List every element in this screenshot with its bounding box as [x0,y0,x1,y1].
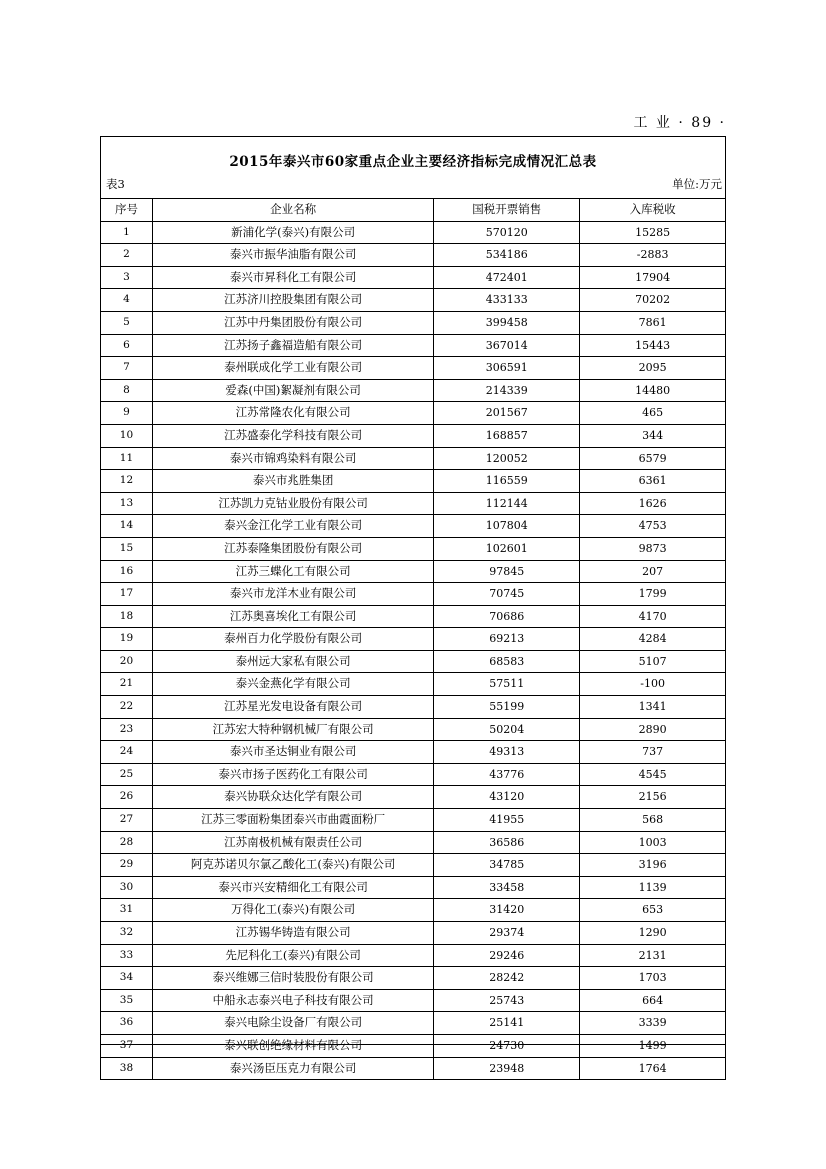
cell-tax: 4545 [580,763,726,786]
cell-sales: 43120 [434,786,580,809]
cell-index: 29 [101,854,153,877]
cell-tax: 1003 [580,831,726,854]
table-row [101,1034,726,1057]
table-row [101,718,726,741]
cell-sales: 25141 [434,1012,580,1035]
cell-tax: 2156 [580,786,726,809]
cell-tax: 568 [580,809,726,832]
table-row [101,334,726,357]
cell-sales: 399458 [434,311,580,334]
table-row [101,515,726,538]
table-body [101,221,726,1080]
cell-tax: 14480 [580,379,726,402]
cell-tax: 6579 [580,447,726,470]
cell-index: 22 [101,696,153,719]
cell-company: 江苏星光发电设备有限公司 [152,696,433,719]
table-number: 表3 [106,177,125,191]
cell-sales: 102601 [434,537,580,560]
cell-company: 泰兴市锦鸡染料有限公司 [152,447,433,470]
table-row [101,289,726,312]
cell-index: 9 [101,402,153,425]
cell-tax: 1764 [580,1057,726,1080]
cell-sales: 33458 [434,876,580,899]
cell-sales: 29374 [434,922,580,945]
cell-tax: 15285 [580,221,726,244]
cell-company: 泰州远大家私有限公司 [152,650,433,673]
cell-company: 泰兴市圣达铜业有限公司 [152,741,433,764]
unit-note: 单位:万元 [672,177,722,191]
cell-index: 26 [101,786,153,809]
cell-index: 15 [101,537,153,560]
cell-company: 江苏三零面粉集团泰兴市曲霞面粉厂 [152,809,433,832]
table-row [101,379,726,402]
table-row [101,447,726,470]
table-row [101,650,726,673]
cell-sales: 120052 [434,447,580,470]
table-row [101,560,726,583]
cell-sales: 70686 [434,605,580,628]
cell-tax: 737 [580,741,726,764]
cell-tax: 3339 [580,1012,726,1035]
cell-sales: 28242 [434,967,580,990]
cell-company: 江苏济川控股集团有限公司 [152,289,433,312]
cell-index: 11 [101,447,153,470]
cell-index: 8 [101,379,153,402]
cell-index: 25 [101,763,153,786]
cell-sales: 168857 [434,424,580,447]
cell-tax: 1290 [580,922,726,945]
cell-index: 33 [101,944,153,967]
table-row [101,876,726,899]
table-row [101,537,726,560]
table-row [101,311,726,334]
cell-index: 34 [101,967,153,990]
cell-index: 4 [101,289,153,312]
cell-company: 江苏宏大特种钢机械厂有限公司 [152,718,433,741]
table-row [101,673,726,696]
cell-sales: 306591 [434,357,580,380]
cell-index: 2 [101,244,153,267]
cell-tax: -100 [580,673,726,696]
cell-company: 泰兴市兴安精细化工有限公司 [152,876,433,899]
cell-tax: 70202 [580,289,726,312]
cell-index: 21 [101,673,153,696]
column-header-sales: 国税开票销售 [434,199,580,222]
table-row [101,583,726,606]
cell-sales: 97845 [434,560,580,583]
column-header-tax: 入库税收 [580,199,726,222]
cell-index: 5 [101,311,153,334]
cell-company: 江苏凯力克钴业股份有限公司 [152,492,433,515]
cell-tax: 15443 [580,334,726,357]
cell-tax: 3196 [580,854,726,877]
table-row [101,899,726,922]
cell-tax: 1341 [580,696,726,719]
cell-sales: 43776 [434,763,580,786]
cell-index: 27 [101,809,153,832]
table-row [101,244,726,267]
cell-company: 江苏常隆农化有限公司 [152,402,433,425]
data-table [100,198,726,1080]
cell-tax: 465 [580,402,726,425]
cell-sales: 107804 [434,515,580,538]
cell-sales: 433133 [434,289,580,312]
cell-tax: 1626 [580,492,726,515]
cell-tax: 4170 [580,605,726,628]
cell-sales: 112144 [434,492,580,515]
column-header-index: 序号 [101,199,153,222]
cell-tax: 344 [580,424,726,447]
cell-tax: -2883 [580,244,726,267]
cell-index: 28 [101,831,153,854]
cell-tax: 17904 [580,266,726,289]
cell-index: 31 [101,899,153,922]
cell-index: 17 [101,583,153,606]
cell-company: 泰兴金江化学工业有限公司 [152,515,433,538]
cell-sales: 57511 [434,673,580,696]
cell-tax: 1139 [580,876,726,899]
column-header-company: 企业名称 [152,199,433,222]
cell-index: 1 [101,221,153,244]
cell-index: 36 [101,1012,153,1035]
cell-company: 泰兴维娜三信时装股份有限公司 [152,967,433,990]
cell-company: 江苏泰隆集团股份有限公司 [152,537,433,560]
table-row [101,628,726,651]
cell-index: 32 [101,922,153,945]
cell-company: 江苏奥喜埃化工有限公司 [152,605,433,628]
cell-sales: 68583 [434,650,580,673]
cell-sales: 201567 [434,402,580,425]
table-row [101,492,726,515]
cell-sales: 55199 [434,696,580,719]
cell-index: 19 [101,628,153,651]
cell-index: 23 [101,718,153,741]
cell-index: 14 [101,515,153,538]
cell-company: 中船永志泰兴电子科技有限公司 [152,989,433,1012]
cell-index: 37 [101,1034,153,1057]
cell-company: 万得化工(泰兴)有限公司 [152,899,433,922]
cell-tax: 5107 [580,650,726,673]
cell-sales: 570120 [434,221,580,244]
cell-company: 江苏锡华铸造有限公司 [152,922,433,945]
table-row [101,989,726,1012]
cell-company: 泰兴联创绝缘材料有限公司 [152,1034,433,1057]
cell-company: 泰兴市振华油脂有限公司 [152,244,433,267]
cell-company: 泰兴市龙洋木业有限公司 [152,583,433,606]
cell-company: 爱森(中国)絮凝剂有限公司 [152,379,433,402]
cell-company: 泰兴金燕化学有限公司 [152,673,433,696]
cell-sales: 24730 [434,1034,580,1057]
cell-sales: 534186 [434,244,580,267]
cell-sales: 116559 [434,470,580,493]
cell-sales: 31420 [434,899,580,922]
cell-tax: 1799 [580,583,726,606]
cell-index: 20 [101,650,153,673]
cell-index: 12 [101,470,153,493]
table-row [101,854,726,877]
table-row [101,221,726,244]
cell-sales: 49313 [434,741,580,764]
cell-tax: 207 [580,560,726,583]
cell-tax: 2890 [580,718,726,741]
cell-tax: 1499 [580,1034,726,1057]
page-title: 2015年泰兴市60家重点企业主要经济指标完成情况汇总表 [229,154,597,170]
cell-sales: 214339 [434,379,580,402]
table-row [101,1012,726,1035]
table-row [101,809,726,832]
table-row [101,402,726,425]
cell-company: 泰兴协联众达化学有限公司 [152,786,433,809]
cell-company: 江苏三蝶化工有限公司 [152,560,433,583]
cell-company: 江苏南极机械有限责任公司 [152,831,433,854]
table-row [101,696,726,719]
cell-index: 18 [101,605,153,628]
cell-sales: 29246 [434,944,580,967]
cell-tax: 9873 [580,537,726,560]
cell-sales: 41955 [434,809,580,832]
cell-tax: 1703 [580,967,726,990]
cell-company: 泰兴市昇科化工有限公司 [152,266,433,289]
cell-tax: 2095 [580,357,726,380]
table-row [101,1057,726,1080]
cell-company: 泰州百力化学股份有限公司 [152,628,433,651]
table-row [101,266,726,289]
table-row [101,967,726,990]
cell-company: 先尼科化工(泰兴)有限公司 [152,944,433,967]
cell-company: 泰兴市扬子医药化工有限公司 [152,763,433,786]
cell-sales: 50204 [434,718,580,741]
table-row [101,786,726,809]
table-row [101,831,726,854]
cell-sales: 69213 [434,628,580,651]
cell-sales: 34785 [434,854,580,877]
cell-company: 江苏盛泰化学科技有限公司 [152,424,433,447]
table-row [101,922,726,945]
header-rule [100,136,726,137]
footer-rule [100,1044,726,1045]
cell-index: 30 [101,876,153,899]
cell-company: 泰州联成化学工业有限公司 [152,357,433,380]
cell-index: 6 [101,334,153,357]
cell-company: 泰兴汤臣压克力有限公司 [152,1057,433,1080]
cell-company: 江苏扬子鑫福造船有限公司 [152,334,433,357]
cell-company: 泰兴市兆胜集团 [152,470,433,493]
table-header-row [101,199,726,222]
cell-sales: 25743 [434,989,580,1012]
cell-company: 江苏中丹集团股份有限公司 [152,311,433,334]
cell-sales: 23948 [434,1057,580,1080]
cell-tax: 4753 [580,515,726,538]
cell-index: 3 [101,266,153,289]
cell-tax: 7861 [580,311,726,334]
cell-tax: 664 [580,989,726,1012]
cell-tax: 4284 [580,628,726,651]
cell-sales: 367014 [434,334,580,357]
cell-index: 24 [101,741,153,764]
cell-company: 泰兴电除尘设备厂有限公司 [152,1012,433,1035]
cell-index: 7 [101,357,153,380]
table-row [101,470,726,493]
cell-company: 阿克苏诺贝尔氯乙酸化工(泰兴)有限公司 [152,854,433,877]
cell-tax: 6361 [580,470,726,493]
table-subhead [100,176,726,196]
running-head: 工 业 · 89 · [633,115,726,131]
cell-tax: 2131 [580,944,726,967]
table-row [101,605,726,628]
cell-index: 35 [101,989,153,1012]
cell-sales: 36586 [434,831,580,854]
cell-tax: 653 [580,899,726,922]
table-row [101,424,726,447]
table-row [101,944,726,967]
cell-index: 10 [101,424,153,447]
cell-index: 38 [101,1057,153,1080]
cell-sales: 70745 [434,583,580,606]
cell-index: 13 [101,492,153,515]
cell-company: 新浦化学(泰兴)有限公司 [152,221,433,244]
cell-index: 16 [101,560,153,583]
table-row [101,763,726,786]
table-row [101,741,726,764]
table-row [101,357,726,380]
cell-sales: 472401 [434,266,580,289]
